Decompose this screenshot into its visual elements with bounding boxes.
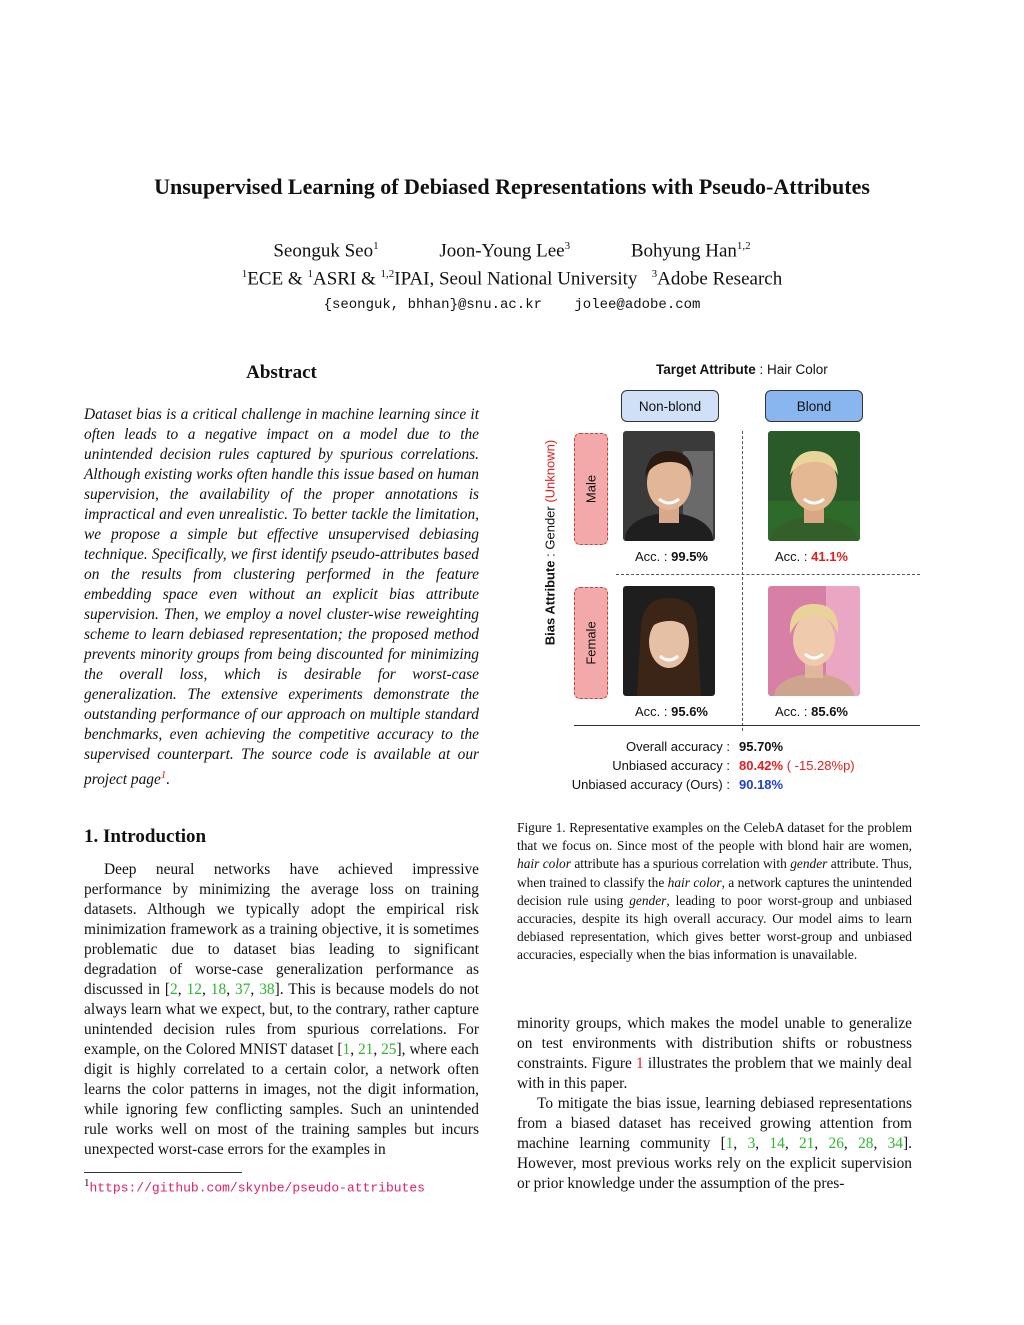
citation[interactable]: 28 [858, 1135, 874, 1152]
overall-accuracy-label: Overall accuracy : [625, 739, 730, 754]
citation[interactable]: 14 [769, 1135, 785, 1152]
citation[interactable]: 37 [235, 981, 251, 998]
paper-title: Unsupervised Learning of Debiased Representations with Pseudo-Attributes [154, 174, 870, 199]
group-male: Male [574, 433, 608, 545]
accuracy-female-blond: Acc. : 85.6% [775, 704, 848, 719]
face-male-dark-hair-image [623, 431, 715, 541]
author-emails [0, 297, 1024, 313]
citation[interactable]: 3 [747, 1135, 756, 1152]
face-male-blond-hair-image [768, 431, 860, 541]
author-list [0, 240, 1024, 262]
abstract-heading: Abstract [246, 362, 317, 383]
citation[interactable]: 12 [186, 981, 202, 998]
section-heading-introduction: 1. Introduction [84, 826, 207, 847]
footnote: $^1$https://github.com/skynbe/pseudo-attributes [84, 1177, 425, 1196]
figure-1-caption: Figure 1. Representative examples on the CelebA dataset for the problem that we focus on. Since most of the people with blond hair are women, hair color attribute has a spurious correlation with gender attribute. Thus, when trained to classify the hair color, a network captures the unintended decision rule using gender, leading to poor worst-group and unbiased accuracies, despite its high overall accuracy. Our model aims to learn debiased representation, which gives better worst-group and unbiased accuracies, especially when the bias information is unavailable. [517, 820, 913, 963]
citation[interactable]: 18 [210, 981, 227, 998]
accuracy-male-non-blond: Acc. : 99.5% [635, 549, 708, 564]
bias-attribute-label: Bias Attribute : Gender (Unknown) [542, 439, 558, 646]
right-column-body: minority groups, which makes the model unable to generalize on test environments with distribution shifts or robustness constraints. Figure 1 illustrates the problem that we mainly deal with in this paper. To mitigate the bias issue, learning debiased representations from a biased dataset has received growing attention from machine learning community [1, 3, 14, 21, 26, 28, 34]. However, most previous works rely on the explicit supervision or prior knowledge under the assumption of the pres- [517, 1015, 913, 1192]
face-female-dark-hair-image [623, 586, 715, 696]
email: jolee@adobe.com [574, 297, 701, 313]
unbiased-accuracy-value: 80.42% ( -15.28%p) [739, 758, 855, 773]
citation[interactable]: 26 [828, 1135, 844, 1152]
introduction-body: Deep neural networks have achieved impressive performance by minimizing the average loss on training datasets. Although we typically adopt the empirical risk minimization framework as a training objective, it is sometimes problematic due to dataset bias leading to significant degradation of worse-case generalization performance as discussed in [2, 12, 18, 37, 38]. This is because models do not always learn what we expect, but, to the contrary, rather capture unintended decision rules from spurious correlations. For example, on the Colored MNIST dataset [1, 21, 25], where each digit is highly correlated to a certain color, a network often learns the color patterns in images, not the digit information, while ignoring few conflicting samples. Such an unintended rule works well on most of the training samples but incurs unexpected worst-case errors for the examples in [84, 861, 479, 1158]
ours-accuracy-label: Unbiased accuracy (Ours) : [571, 777, 730, 792]
citation[interactable]: 1 [725, 1135, 734, 1152]
project-link[interactable]: https://github.com/skynbe/pseudo-attributes [89, 1180, 425, 1196]
class-non-blond: Non-blond [621, 390, 719, 422]
affiliations: $^1$ECE & $^1$ASRI & $^{1,2}$IPAI, Seoul National University $^3$Adobe Research [241, 268, 783, 290]
citation[interactable]: 21 [798, 1135, 815, 1152]
footnote-divider [84, 1172, 242, 1173]
accuracy-female-non-blond: Acc. : 95.6% [635, 704, 708, 719]
accuracy-male-blond: Acc. : 41.1% [775, 549, 848, 564]
overall-accuracy-value: 95.70% [739, 739, 784, 754]
class-blond: Blond [765, 390, 863, 422]
unbiased-accuracy-label: Unbiased accuracy : [612, 758, 730, 773]
citation[interactable]: 21 [357, 1041, 374, 1058]
target-attribute-label: Target Attribute : Hair Color [656, 362, 828, 377]
figure-ref[interactable]: 1 [636, 1055, 644, 1072]
figure-1 [540, 355, 920, 805]
summary-divider [574, 725, 920, 726]
email: {seonguk, bhhan}@snu.ac.kr [323, 297, 542, 313]
citation[interactable]: 1 [342, 1041, 351, 1058]
citation[interactable]: 38 [259, 981, 275, 998]
column-divider [742, 431, 743, 731]
author: Seonguk Seo$^1$ [273, 240, 379, 262]
row-divider [616, 574, 920, 575]
abstract-body: Dataset bias is a critical challenge in machine learning since it often leads to a negative impact on a model due to the unintended decision rules captured by spurious correlations. Although existing works often handle this issue based on human supervision, the availability of the proper annotations is impractical and even unrealistic. To better tackle the limitation, we propose a simple but effective unsupervised debiasing technique. Specifically, we first identify pseudo-attributes based on the results from clustering performed in the feature embedding space even without an explicit bias attribute supervision. Then, we employ a novel cluster-wise reweighting scheme to learn debiased representation; the proposed method prevents minority groups from being discounted for minimizing the overall loss, which is desirable for worst-case generalization. The extensive experiments demonstrate the outstanding performance of our approach on multiple standard benchmarks, even achieving the competitive accuracy to the supervised counterpart. The source code is available at our project page$^1$. [84, 406, 479, 789]
face-female-blond-hair-image [768, 586, 860, 696]
citation[interactable]: 2 [170, 981, 178, 998]
author: Joon-Young Lee$^3$ [439, 240, 571, 262]
footnote-ref[interactable]: 1 [160, 769, 167, 781]
ours-accuracy-value: 90.18% [739, 777, 784, 792]
group-female: Female [574, 587, 608, 699]
citation[interactable]: 34 [887, 1135, 903, 1152]
citation[interactable]: 25 [381, 1041, 397, 1058]
author: Bohyung Han$^{1,2}$ [630, 240, 751, 262]
